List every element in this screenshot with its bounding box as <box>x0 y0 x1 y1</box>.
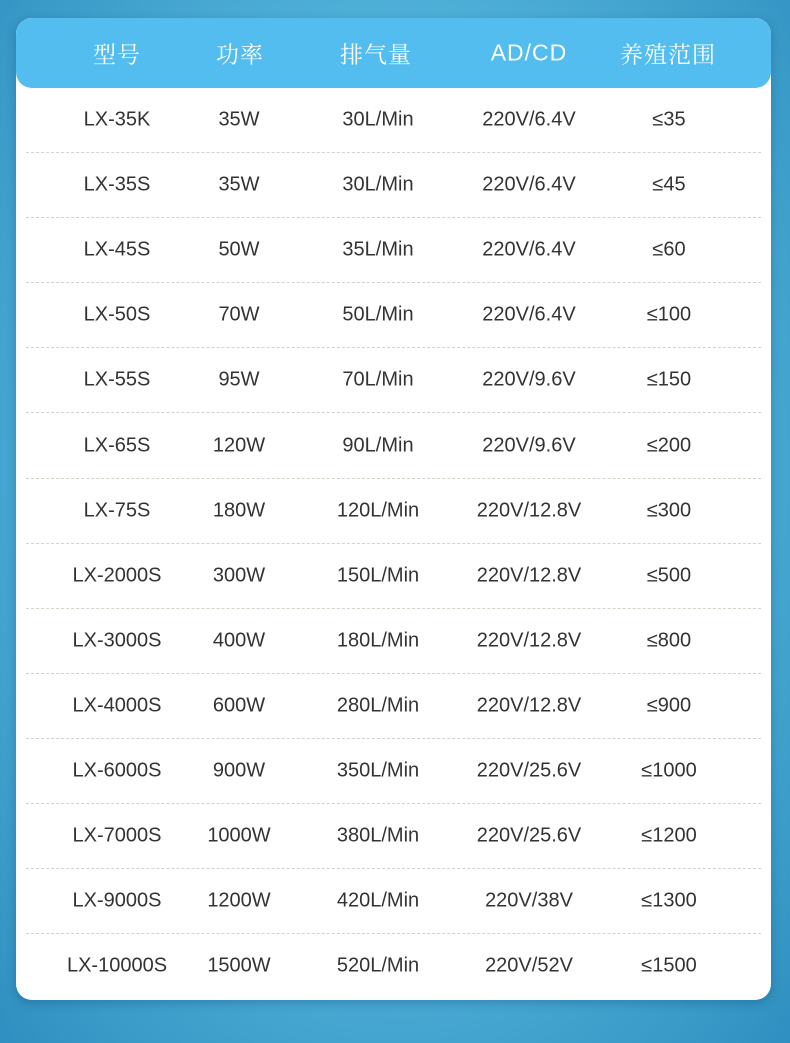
cell-airflow: 350L/Min <box>336 759 420 782</box>
header-voltage: AD/CD <box>490 39 568 66</box>
cell-model: LX-10000S <box>66 954 168 977</box>
table-row <box>26 934 761 998</box>
cell-voltage: 220V/38V <box>485 889 573 912</box>
cell-range: ≤900 <box>646 694 692 717</box>
cell-range: ≤500 <box>646 564 692 587</box>
table-row <box>26 674 761 739</box>
cell-voltage: 220V/12.8V <box>476 499 582 522</box>
cell-power: 300W <box>212 564 266 587</box>
cell-power: 70W <box>218 303 260 326</box>
cell-model: LX-50S <box>83 303 151 326</box>
cell-model: LX-35K <box>83 108 151 131</box>
cell-airflow: 120L/Min <box>336 499 420 522</box>
cell-voltage: 220V/25.6V <box>476 759 582 782</box>
header-airflow: 排气量 <box>340 41 412 68</box>
table-row <box>26 283 761 348</box>
header-power: 功率 <box>216 41 264 68</box>
cell-range: ≤1500 <box>641 954 697 977</box>
cell-model: LX-9000S <box>72 889 162 912</box>
cell-range: ≤300 <box>646 499 692 522</box>
cell-airflow: 520L/Min <box>336 954 420 977</box>
table-row <box>26 413 761 478</box>
cell-voltage: 220V/25.6V <box>476 824 582 847</box>
table-body <box>16 88 771 998</box>
cell-voltage: 220V/9.6V <box>482 434 576 457</box>
cell-voltage: 220V/6.4V <box>482 238 576 261</box>
cell-range: ≤200 <box>646 434 692 457</box>
header-range: 养殖范围 <box>620 41 716 68</box>
table-row <box>26 739 761 804</box>
cell-power: 1000W <box>207 824 271 847</box>
table-row <box>26 869 761 934</box>
cell-airflow: 420L/Min <box>336 889 420 912</box>
table-row <box>26 609 761 674</box>
cell-voltage: 220V/52V <box>485 954 573 977</box>
cell-power: 95W <box>218 368 260 391</box>
cell-model: LX-45S <box>83 238 151 261</box>
cell-airflow: 380L/Min <box>336 824 420 847</box>
cell-model: LX-6000S <box>72 759 162 782</box>
cell-range: ≤1000 <box>641 759 697 782</box>
cell-power: 900W <box>212 759 266 782</box>
cell-power: 1200W <box>207 889 271 912</box>
cell-voltage: 220V/12.8V <box>476 694 582 717</box>
cell-power: 600W <box>212 694 266 717</box>
cell-power: 50W <box>218 238 260 261</box>
cell-model: LX-2000S <box>72 564 162 587</box>
cell-model: LX-75S <box>83 499 151 522</box>
cell-airflow: 30L/Min <box>342 173 414 196</box>
cell-range: ≤100 <box>646 303 692 326</box>
cell-power: 35W <box>218 108 260 131</box>
cell-range: ≤60 <box>652 238 686 261</box>
cell-model: LX-65S <box>83 434 151 457</box>
cell-power: 400W <box>212 629 266 652</box>
cell-model: LX-35S <box>83 173 151 196</box>
cell-voltage: 220V/6.4V <box>482 173 576 196</box>
cell-model: LX-7000S <box>72 824 162 847</box>
cell-airflow: 70L/Min <box>342 368 414 391</box>
cell-range: ≤1300 <box>641 889 697 912</box>
cell-airflow: 180L/Min <box>336 629 420 652</box>
cell-airflow: 90L/Min <box>342 434 414 457</box>
cell-power: 180W <box>212 499 266 522</box>
cell-power: 35W <box>218 173 260 196</box>
cell-voltage: 220V/12.8V <box>476 564 582 587</box>
cell-airflow: 150L/Min <box>336 564 420 587</box>
table-row <box>26 804 761 869</box>
cell-voltage: 220V/6.4V <box>482 303 576 326</box>
table-row <box>26 218 761 283</box>
cell-model: LX-55S <box>83 368 151 391</box>
cell-airflow: 50L/Min <box>342 303 414 326</box>
cell-airflow: 35L/Min <box>342 238 414 261</box>
table-row <box>26 479 761 544</box>
spec-table-card <box>16 18 771 1000</box>
cell-range: ≤150 <box>646 368 692 391</box>
table-row <box>26 153 761 218</box>
table-row <box>26 544 761 609</box>
cell-range: ≤45 <box>652 173 686 196</box>
cell-airflow: 280L/Min <box>336 694 420 717</box>
cell-power: 1500W <box>207 954 271 977</box>
cell-voltage: 220V/9.6V <box>482 368 576 391</box>
cell-airflow: 30L/Min <box>342 108 414 131</box>
cell-range: ≤1200 <box>641 824 697 847</box>
cell-model: LX-4000S <box>72 694 162 717</box>
cell-range: ≤35 <box>652 108 686 131</box>
cell-voltage: 220V/12.8V <box>476 629 582 652</box>
cell-range: ≤800 <box>646 629 692 652</box>
cell-model: LX-3000S <box>72 629 162 652</box>
table-row <box>26 88 761 153</box>
table-header <box>16 18 771 88</box>
cell-power: 120W <box>212 434 266 457</box>
cell-voltage: 220V/6.4V <box>482 108 576 131</box>
header-model: 型号 <box>93 41 141 68</box>
table-row <box>26 348 761 413</box>
